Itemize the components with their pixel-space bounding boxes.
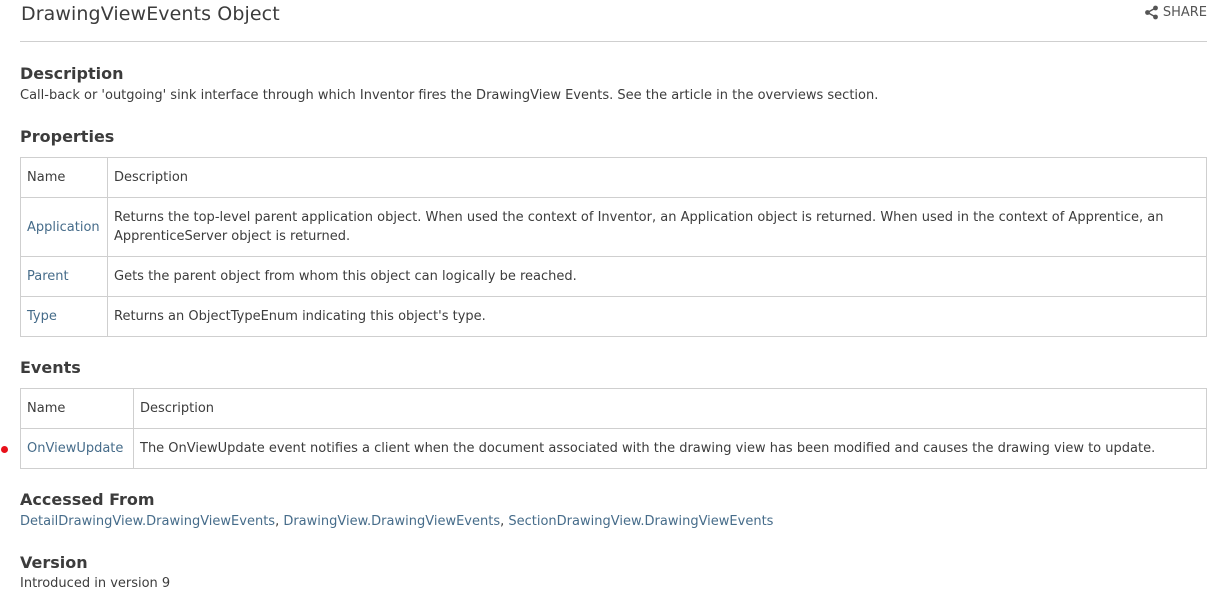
events-heading: Events bbox=[20, 358, 81, 377]
column-header-name: Name bbox=[21, 158, 108, 198]
property-name-cell bbox=[21, 198, 108, 257]
accessed-from-links bbox=[20, 513, 773, 531]
event-name-cell bbox=[21, 429, 134, 469]
link-separator: , bbox=[275, 514, 284, 529]
property-link-application[interactable]: Application bbox=[27, 219, 100, 235]
property-description-cell: Gets the parent object from whom this object can logically be reached. bbox=[108, 257, 1207, 297]
column-header-name: Name bbox=[21, 389, 134, 429]
property-description-cell: Returns the top-level parent application object. When used the context of Inventor, an Application object is returned. When used in the context of Apprentice, an ApprenticeServer object is returned. bbox=[108, 198, 1207, 257]
property-name-cell bbox=[21, 297, 108, 337]
property-name-cell bbox=[21, 257, 108, 297]
version-heading: Version bbox=[20, 553, 88, 572]
table-row bbox=[21, 257, 1207, 297]
table-row bbox=[21, 297, 1207, 337]
properties-table bbox=[20, 157, 1207, 337]
table-header-row bbox=[21, 158, 1207, 198]
accessed-from-heading: Accessed From bbox=[20, 490, 155, 509]
accessed-from-link[interactable]: DetailDrawingView.DrawingViewEvents bbox=[20, 514, 276, 529]
page-title: DrawingViewEvents Object bbox=[21, 3, 280, 25]
event-description-cell: The OnViewUpdate event notifies a client when the document associated with the drawing view has been modified and causes the drawing view to update. bbox=[134, 429, 1207, 469]
share-label: SHARE bbox=[1162, 5, 1207, 20]
accessed-from-link[interactable]: DrawingView.DrawingViewEvents bbox=[283, 514, 501, 529]
property-link-parent[interactable]: Parent bbox=[27, 269, 69, 284]
cursor-marker-dot bbox=[1, 446, 8, 453]
description-text: Call-back or 'outgoing' sink interface through which Inventor fires the DrawingView Events. See the article in the overviews section. bbox=[20, 88, 879, 103]
version-text: Introduced in version 9 bbox=[20, 576, 171, 591]
event-link-onviewupdate[interactable]: OnViewUpdate bbox=[27, 441, 124, 456]
link-separator: , bbox=[500, 514, 509, 529]
title-bar bbox=[20, 0, 1207, 42]
table-header-row bbox=[21, 389, 1207, 429]
share-icon bbox=[1144, 5, 1159, 20]
column-header-description: Description bbox=[108, 158, 1207, 198]
property-description-cell: Returns an ObjectTypeEnum indicating this object's type. bbox=[108, 297, 1207, 337]
properties-heading: Properties bbox=[20, 127, 115, 146]
share-button[interactable] bbox=[1144, 5, 1207, 20]
description-heading: Description bbox=[20, 64, 124, 83]
property-link-type[interactable]: Type bbox=[27, 309, 57, 324]
page-content bbox=[20, 0, 1207, 591]
column-header-description: Description bbox=[134, 389, 1207, 429]
table-row bbox=[21, 429, 1207, 469]
accessed-from-link[interactable]: SectionDrawingView.DrawingViewEvents bbox=[508, 514, 774, 529]
events-table bbox=[20, 388, 1207, 469]
table-row bbox=[21, 198, 1207, 257]
